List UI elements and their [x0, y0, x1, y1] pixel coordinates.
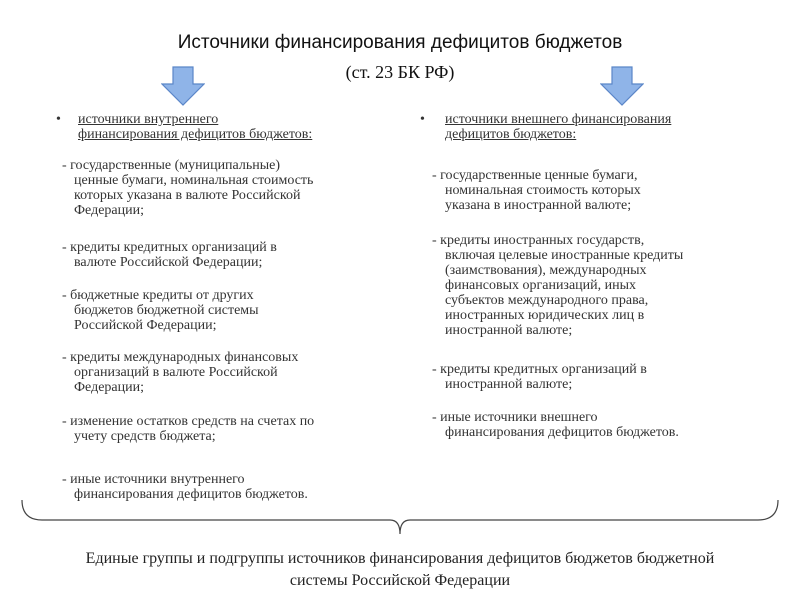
right-item-foreign-credits: - кредиты иностранных государств, включая целевые иностранные кредиты (заимствования), международных финансовых организаций, иных субъектов международного права, иностранных юридических лиц в иностранной валюте;	[432, 233, 684, 338]
left-heading: источники внутреннего финансирования дефицитов бюджетов:	[78, 112, 313, 142]
right-bullet: •	[420, 112, 425, 127]
right-heading: источники внешнего финансирования дефицитов бюджетов:	[445, 112, 672, 142]
left-item-intl-credits: - кредиты международных финансовых организаций в валюте Российской Федерации;	[62, 350, 299, 395]
left-item-credit-org: - кредиты кредитных организаций в валюте Российской Федерации;	[62, 240, 277, 270]
right-item-other-external: - иные источники внешнего финансирования дефицитов бюджетов.	[432, 410, 679, 440]
arrow-down-right-icon	[600, 66, 644, 106]
left-item-balance-change: - изменение остатков средств на счетах по учету средств бюджета;	[62, 414, 315, 444]
left-bullet: •	[56, 112, 61, 127]
footer-text: Единые группы и подгруппы источников финансирования дефицитов бюджетов бюджетной системы Российской Федерации	[85, 550, 715, 589]
arrow-down-left-icon	[161, 66, 205, 106]
right-item-securities: - государственные ценные бумаги, номинальная стоимость которых указана в иностранной валюте;	[432, 168, 641, 213]
left-item-budget-credits: - бюджетные кредиты от других бюджетов бюджетной системы Российской Федерации;	[62, 288, 259, 333]
left-item-securities: - государственные (муниципальные) ценные бумаги, номинальная стоимость которых указана в валюте Российской Федерации;	[62, 158, 314, 218]
left-item-other-internal: - иные источники внутреннего финансирования дефицитов бюджетов.	[62, 472, 308, 502]
right-item-credit-org: - кредиты кредитных организаций в иностранной валюте;	[432, 362, 647, 392]
slide-subtitle: (ст. 23 БК РФ)	[345, 62, 455, 82]
slide-title: Источники финансирования дефицитов бюджетов	[177, 32, 623, 53]
curly-brace	[20, 496, 780, 536]
